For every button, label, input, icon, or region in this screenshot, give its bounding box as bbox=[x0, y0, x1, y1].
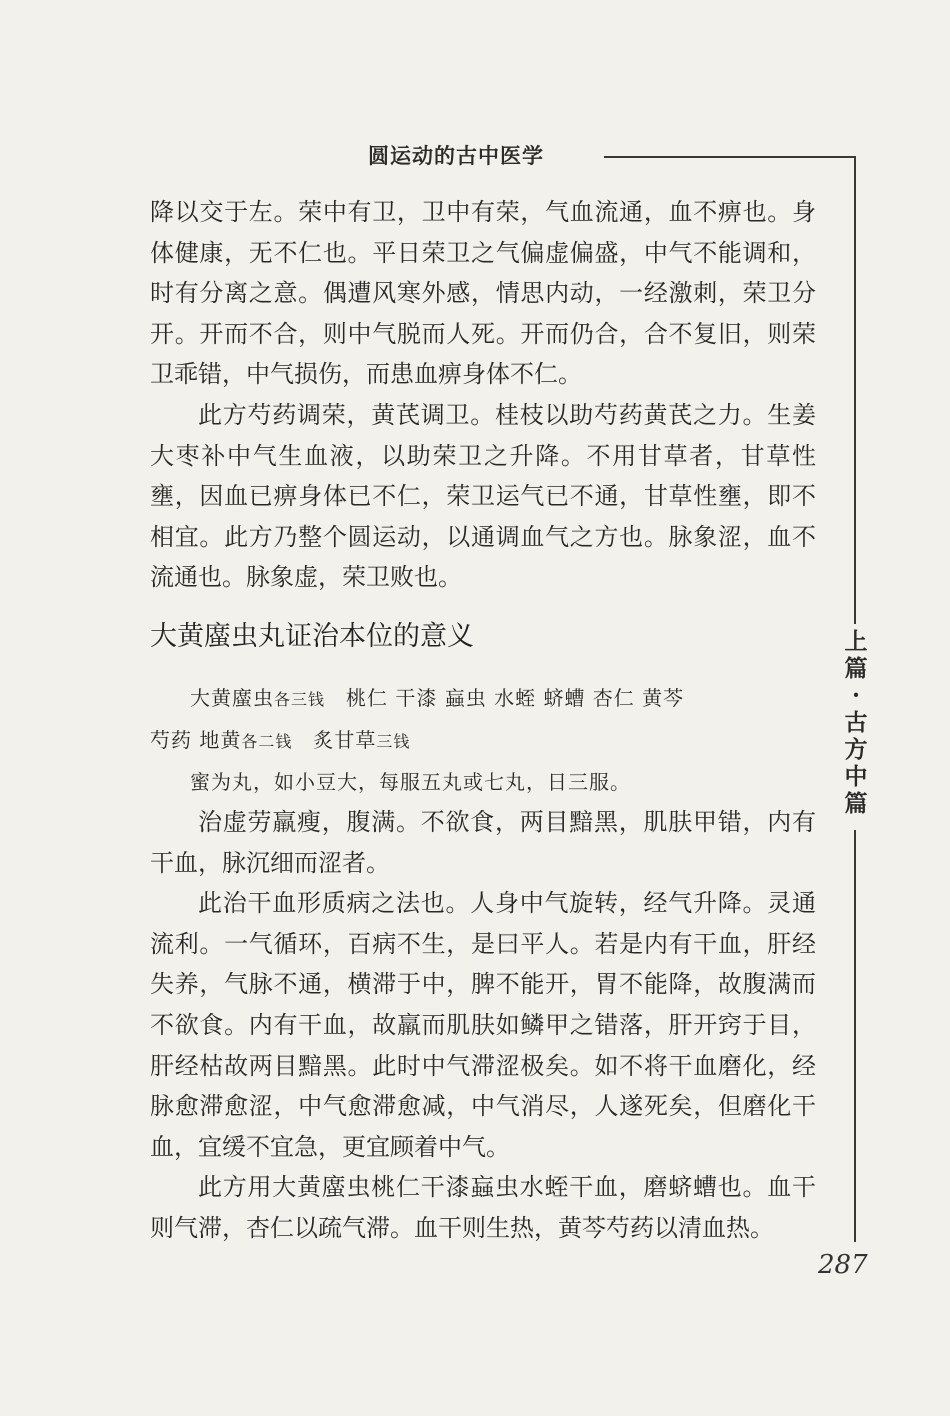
side-section-tab: 上 篇 · 古 方 中 篇 bbox=[844, 628, 868, 817]
side-rule-top bbox=[854, 184, 856, 624]
body-text-top bbox=[150, 192, 816, 598]
page-number: 287 bbox=[818, 1250, 868, 1280]
herb: 大黄䗪虫 bbox=[190, 686, 274, 710]
formula-preparation: 蜜为丸，如小豆大，每服五丸或七丸，日三服。 bbox=[190, 770, 631, 794]
paragraph: 降以交于左。荣中有卫，卫中有荣，气血流通，血不痹也。身体健康，无不仁也。平日荣卫之气偏虚偏盛，中气不能调和，时有分离之意。偶遭风寒外感，情思内动，一经激刺，荣卫分开。开而不合，则中气脱而人死。开而仍合，合不复旧，则荣卫乖错，中气损伤，而患血痹身体不仁。 bbox=[150, 198, 816, 389]
header-corner-bracket bbox=[830, 156, 856, 184]
header-rule bbox=[604, 156, 830, 158]
herb: 炙甘草 bbox=[292, 728, 377, 752]
paragraph: 治虚劳羸瘦，腹满。不欲食，两目黯黑，肌肤甲错，内有干血，脉沉细而涩者。 bbox=[150, 808, 816, 877]
section-title: 大黄䗪虫丸证治本位的意义 bbox=[150, 621, 474, 652]
formula-ingredients-cont bbox=[150, 720, 816, 762]
running-header: 圆运动的古中医学 bbox=[368, 144, 544, 168]
quantity: 各二钱 bbox=[241, 732, 293, 751]
herb: 芍药 地黄 bbox=[150, 728, 242, 752]
paragraph: 此治干血形质病之法也。人身中气旋转，经气升降。灵通流利。一气循环，百病不生，是曰平人。若是内有干血，肝经失养，气脉不通，横滞于中，脾不能开，胃不能降，故腹满而不欲食。内有干血，故羸而肌肤如鳞甲之错落，肝开窍于目，肝经枯故两目黯黑。此时中气滞涩极矣。如不将干血磨化，经脉愈滞愈涩，中气愈滞愈减，中气消尽，人遂死矣，但磨化干血，宜缓不宜急，更宜顾着中气。 bbox=[150, 889, 816, 1161]
herb-list: 桃仁 干漆 蝱虫 水蛭 蛴螬 杏仁 黄芩 bbox=[325, 686, 685, 710]
body-text-bottom bbox=[150, 678, 816, 1249]
quantity: 各三钱 bbox=[274, 690, 326, 709]
paragraph: 此方用大黄䗪虫桃仁干漆蝱虫水蛭干血，磨蛴螬也。血干则气滞，杏仁以疏气滞。血干则生热，黄芩芍药以清血热。 bbox=[150, 1173, 816, 1242]
paragraph: 此方芍药调荣，黄芪调卫。桂枝以助芍药黄芪之力。生姜大枣补中气生血液，以助荣卫之升降。不用甘草者，甘草性壅，因血已痹身体已不仁，荣卫运气已不通，甘草性壅，即不相宜。此方乃整个圆运动，以通调血气之方也。脉象涩，血不流通也。脉象虚，荣卫败也。 bbox=[150, 400, 816, 592]
formula-ingredients bbox=[150, 678, 816, 720]
side-rule-bottom bbox=[854, 830, 856, 1242]
quantity: 三钱 bbox=[376, 732, 411, 751]
